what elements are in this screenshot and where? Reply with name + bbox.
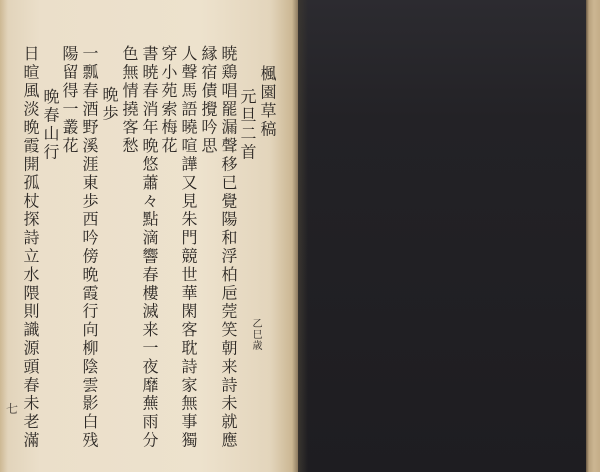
poem-column: 陽留得一叢花 xyxy=(60,45,79,156)
poem-column: 日暄風淡晩霞開孤杖探詩立水隈則識源頭春未老滿 xyxy=(21,45,40,450)
poem-column: 縁宿債攪吟思 xyxy=(199,45,218,156)
poem-column: 一瓢春酒野溪涯東歩西吟傍晩霞行向柳陰雲影白残 xyxy=(80,45,99,450)
left-page xyxy=(0,0,298,472)
poem-column: 人聲馬語曉喧譁又見朱門競世華閑客耽詩家無事獨 xyxy=(179,45,198,450)
right-page-blank xyxy=(298,0,586,472)
poem-column: 書暁春消年晩悠蕭々點滴響春樓滅来一夜靡蕪雨分 xyxy=(140,45,159,450)
poem-column: 穿小苑索梅花 xyxy=(159,45,178,156)
book-heading: 楓園草稿 xyxy=(258,65,277,139)
poem-column: 色無情撓客愁 xyxy=(120,45,139,156)
page-number: 七 xyxy=(6,402,19,416)
poem-title: 晩春山行 xyxy=(41,88,60,162)
year-note: 乙巳歳 xyxy=(250,318,261,351)
poem-column: 暁鶏唱罷漏聲移已覺陽和浮柏巵莞笑朝来詩未就應 xyxy=(219,45,238,450)
page-edge xyxy=(586,0,600,472)
poem-title: 晩歩 xyxy=(100,86,119,123)
poem-title: 元旦二首 xyxy=(238,88,257,162)
